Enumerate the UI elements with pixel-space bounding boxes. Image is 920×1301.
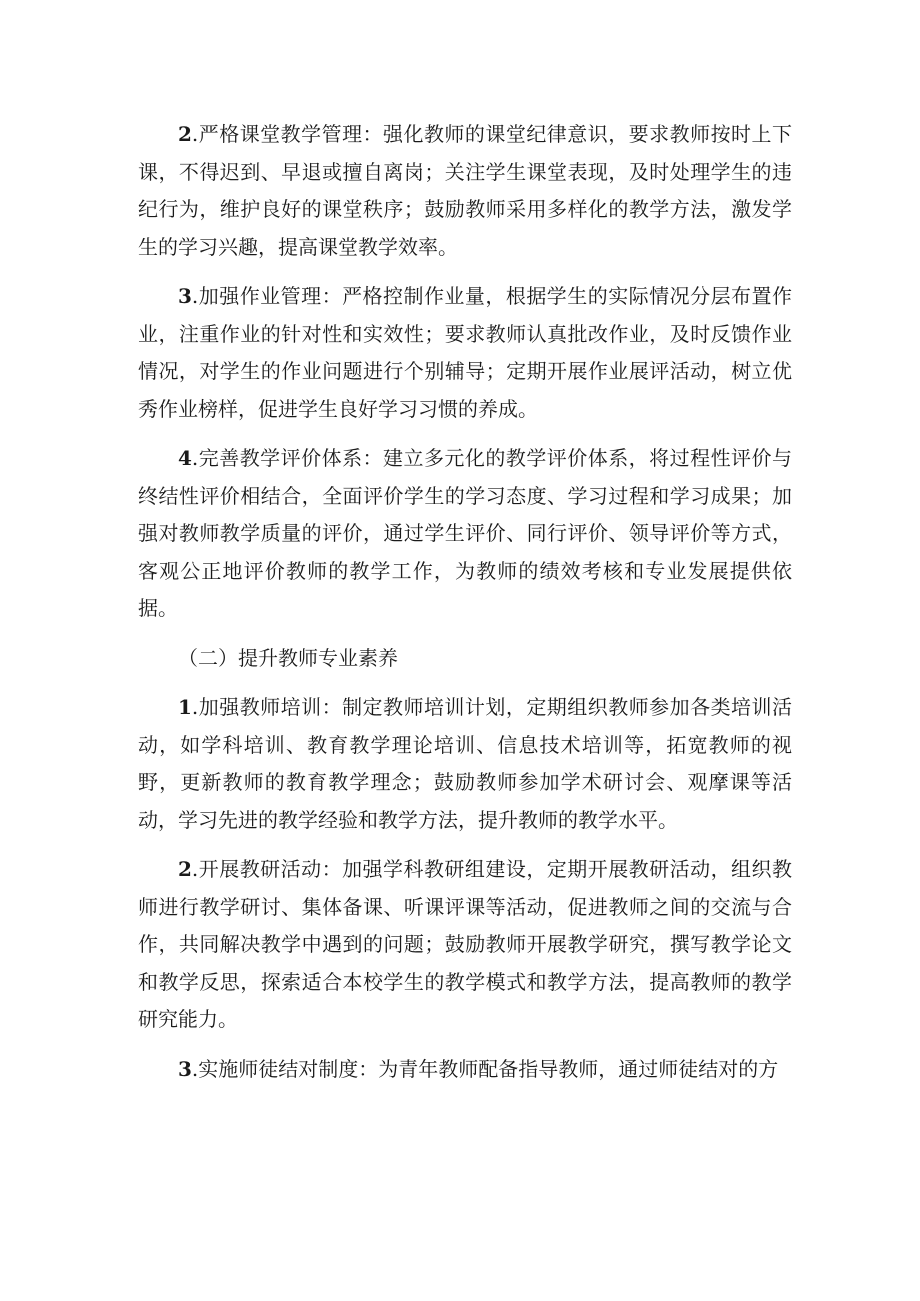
document-body [138,116,792,1100]
paragraph-text: .加强教师培训：制定教师培训计划，定期组织教师参加各类培训活动，如学科培训、教育教学理论培训、信息技术培训等，拓宽教师的视野，更新教师的教育教学理念；鼓励教师参加学术研讨会、观摩课等活动，学习先进的教学经验和教学方法，提升教师的教学水平。 [138,695,792,832]
paragraph-item-3b [138,1051,792,1089]
item-number: 3 [178,284,192,308]
paragraph-item-2b [138,851,792,1039]
paragraph-item-2 [138,116,792,266]
paragraph-text: .加强作业管理：严格控制作业量，根据学生的实际情况分层布置作业，注重作业的针对性和实效性；要求教师认真批改作业，及时反馈作业情况，对学生的作业问题进行个别辅导；定期开展作业展评活动，树立优秀作业榜样，促进学生良好学习习惯的养成。 [138,284,792,421]
item-number: 2 [178,122,192,146]
item-number: 2 [178,857,192,881]
paragraph-text: .完善教学评价体系：建立多元化的教学评价体系，将过程性评价与终结性评价相结合，全面评价学生的学习态度、学习过程和学习成果；加强对教师教学质量的评价，通过学生评价、同行评价、领导评价等方式，客观公正地评价教师的教学工作，为教师的绩效考核和专业发展提供依据。 [138,446,792,620]
item-number: 3 [178,1056,192,1081]
paragraph-item-3 [138,278,792,428]
paragraph-text: .开展教研活动：加强学科教研组建设，定期开展教研活动，组织教师进行教学研讨、集体备课、听课评课等活动，促进教师之间的交流与合作，共同解决教学中遇到的问题；鼓励教师开展教学研究，撰写教学论文和教学反思，探索适合本校学生的教学模式和教学方法，提高教师的教学研究能力。 [138,857,792,1031]
item-number: 1 [178,695,192,719]
item-number: 4 [178,446,192,470]
paragraph-text: .实施师徒结对制度：为青年教师配备指导教师，通过师徒结对的方 [191,1056,779,1081]
paragraph-text: .严格课堂教学管理：强化教师的课堂纪律意识，要求教师按时上下课，不得迟到、早退或擅自离岗；关注学生课堂表现，及时处理学生的违纪行为，维护良好的课堂秩序；鼓励教师采用多样化的教学方法，激发学生的学习兴趣，提高课堂教学效率。 [138,122,792,259]
section-heading: （二）提升教师专业素养 [178,645,398,670]
paragraph-item-4 [138,440,792,628]
paragraph-item-1 [138,689,792,839]
